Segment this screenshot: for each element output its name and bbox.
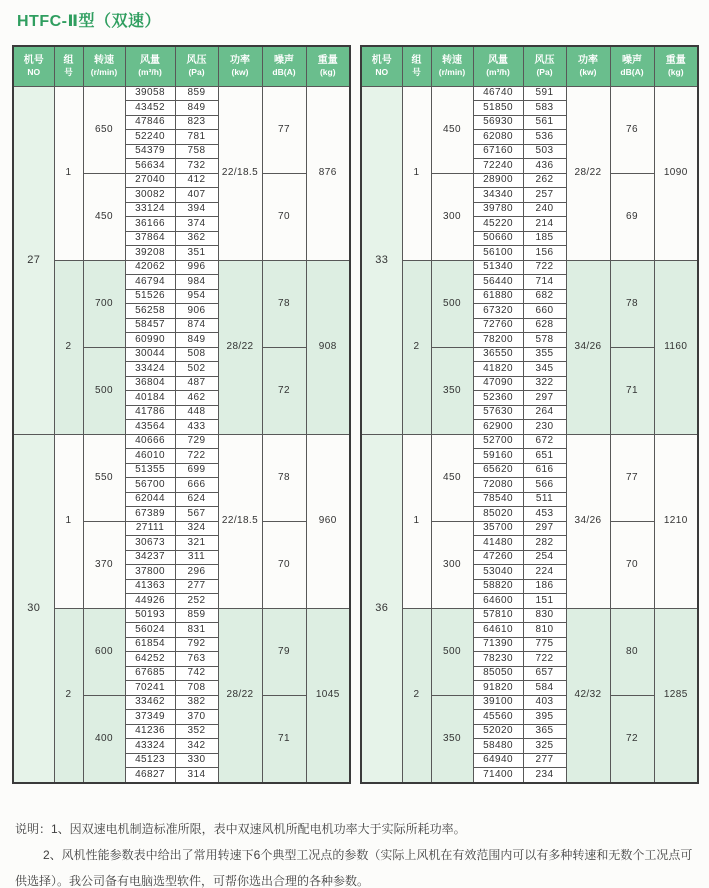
cell-pressure: 849 [175,101,218,116]
cell-airflow: 72080 [473,478,523,493]
cell-noise: 70 [610,521,654,608]
cell-airflow: 41480 [473,536,523,551]
cell-airflow: 56258 [125,304,175,319]
cell-pressure: 296 [175,565,218,580]
cell-pressure: 412 [175,173,218,188]
cell-airflow: 50660 [473,231,523,246]
cell-pressure: 370 [175,710,218,725]
cell-speed: 550 [83,434,125,521]
note-line-1: 说明：1、因双速电机制造标准所限，表中双速风机所配电机功率大于实际所耗功率。 [15,822,466,836]
cell-airflow: 54379 [125,144,175,159]
cell-speed: 400 [83,695,125,783]
cell-airflow: 57630 [473,405,523,420]
cell-group-no: 1 [54,434,83,608]
cell-pressure: 262 [523,173,566,188]
cell-airflow: 39780 [473,202,523,217]
cell-pressure: 448 [175,405,218,420]
cell-pressure: 214 [523,217,566,232]
cell-group-no: 2 [54,260,83,434]
cell-airflow: 70241 [125,681,175,696]
cell-airflow: 78200 [473,333,523,348]
cell-pressure: 651 [523,449,566,464]
cell-pressure: 775 [523,637,566,652]
cell-pressure: 277 [523,753,566,768]
cell-pressure: 906 [175,304,218,319]
cell-airflow: 34340 [473,188,523,203]
cell-speed: 450 [431,86,473,173]
cell-noise: 70 [262,173,306,260]
cell-group-no: 1 [54,86,83,260]
cell-airflow: 44926 [125,594,175,609]
cell-pressure: 462 [175,391,218,406]
col-header-group-no: 组 号 [402,46,431,86]
cell-power: 34/26 [566,260,610,434]
cell-pressure: 436 [523,159,566,174]
cell-airflow: 36804 [125,376,175,391]
cell-speed: 350 [431,347,473,434]
cell-pressure: 831 [175,623,218,638]
cell-group-no: 2 [402,608,431,783]
cell-pressure: 722 [523,652,566,667]
cell-airflow: 46010 [125,449,175,464]
cell-airflow: 41236 [125,724,175,739]
cell-airflow: 56634 [125,159,175,174]
cell-airflow: 36166 [125,217,175,232]
cell-pressure: 453 [523,507,566,522]
cell-speed: 370 [83,521,125,608]
cell-pressure: 758 [175,144,218,159]
cell-power: 42/32 [566,608,610,783]
cell-airflow: 57810 [473,608,523,623]
cell-speed: 350 [431,695,473,783]
cell-noise: 72 [262,347,306,434]
cell-pressure: 628 [523,318,566,333]
cell-airflow: 47090 [473,376,523,391]
cell-pressure: 657 [523,666,566,681]
cell-airflow: 72240 [473,159,523,174]
cell-noise: 69 [610,173,654,260]
cell-pressure: 583 [523,101,566,116]
cell-speed: 450 [431,434,473,521]
cell-weight: 1160 [654,260,698,434]
col-header-speed: 转速 (r/min) [431,46,473,86]
cell-pressure: 666 [175,478,218,493]
cell-pressure: 407 [175,188,218,203]
cell-speed: 500 [83,347,125,434]
cell-airflow: 52240 [125,130,175,145]
cell-airflow: 56440 [473,275,523,290]
cell-noise: 79 [262,608,306,695]
cell-noise: 76 [610,86,654,173]
cell-airflow: 56024 [125,623,175,638]
cell-pressure: 395 [523,710,566,725]
cell-airflow: 56700 [125,478,175,493]
cell-pressure: 403 [523,695,566,710]
spec-tables-container [12,45,699,784]
cell-airflow: 40666 [125,434,175,449]
cell-group-no: 2 [54,608,83,783]
cell-airflow: 51340 [473,260,523,275]
cell-airflow: 30082 [125,188,175,203]
cell-noise: 72 [610,695,654,783]
col-header-weight: 重量 (kg) [306,46,350,86]
cell-pressure: 722 [523,260,566,275]
cell-pressure: 616 [523,463,566,478]
cell-airflow: 46827 [125,768,175,784]
cell-group-no: 1 [402,86,431,260]
cell-airflow: 58457 [125,318,175,333]
cell-pressure: 714 [523,275,566,290]
cell-pressure: 365 [523,724,566,739]
cell-pressure: 830 [523,608,566,623]
cell-pressure: 252 [175,594,218,609]
cell-airflow: 62044 [125,492,175,507]
cell-machine-no: 30 [13,434,54,783]
cell-pressure: 511 [523,492,566,507]
cell-pressure: 311 [175,550,218,565]
cell-pressure: 660 [523,304,566,319]
cell-airflow: 37349 [125,710,175,725]
col-header-machine-no: 机号 NO [13,46,54,86]
cell-airflow: 39208 [125,246,175,261]
cell-machine-no: 33 [361,86,402,434]
cell-noise: 78 [610,260,654,347]
cell-pressure: 297 [523,391,566,406]
cell-airflow: 43324 [125,739,175,754]
cell-airflow: 71390 [473,637,523,652]
cell-pressure: 224 [523,565,566,580]
spec-table-left [12,45,351,784]
cell-speed: 500 [431,608,473,695]
cell-weight: 1285 [654,608,698,783]
cell-pressure: 321 [175,536,218,551]
col-header-machine-no: 机号 NO [361,46,402,86]
cell-airflow: 46740 [473,86,523,101]
cell-speed: 650 [83,86,125,173]
col-header-power: 功率 (kw) [566,46,610,86]
cell-airflow: 37864 [125,231,175,246]
cell-pressure: 325 [523,739,566,754]
cell-pressure: 230 [523,420,566,435]
cell-weight: 1045 [306,608,350,783]
cell-machine-no: 27 [13,86,54,434]
cell-airflow: 64610 [473,623,523,638]
cell-airflow: 35700 [473,521,523,536]
cell-noise: 77 [610,434,654,521]
notes-block [15,816,697,888]
cell-airflow: 64940 [473,753,523,768]
cell-pressure: 708 [175,681,218,696]
cell-airflow: 53040 [473,565,523,580]
cell-pressure: 382 [175,695,218,710]
col-header-noise: 噪声 dB(A) [262,46,306,86]
cell-airflow: 58820 [473,579,523,594]
cell-pressure: 578 [523,333,566,348]
cell-machine-no: 36 [361,434,402,783]
cell-airflow: 85020 [473,507,523,522]
cell-airflow: 61854 [125,637,175,652]
cell-group-no: 2 [402,260,431,434]
cell-airflow: 40184 [125,391,175,406]
spec-table-right [360,45,699,784]
cell-pressure: 682 [523,289,566,304]
cell-airflow: 62900 [473,420,523,435]
cell-pressure: 186 [523,579,566,594]
col-header-group-no: 组 号 [54,46,83,86]
cell-airflow: 67389 [125,507,175,522]
cell-pressure: 374 [175,217,218,232]
cell-weight: 1210 [654,434,698,608]
cell-pressure: 342 [175,739,218,754]
cell-pressure: 984 [175,275,218,290]
cell-pressure: 433 [175,420,218,435]
cell-noise: 70 [262,521,306,608]
cell-airflow: 28900 [473,173,523,188]
cell-airflow: 45560 [473,710,523,725]
cell-power: 28/22 [218,608,262,783]
cell-pressure: 729 [175,434,218,449]
cell-airflow: 51850 [473,101,523,116]
cell-noise: 78 [262,434,306,521]
cell-noise: 80 [610,608,654,695]
cell-pressure: 234 [523,768,566,784]
cell-pressure: 954 [175,289,218,304]
cell-airflow: 41363 [125,579,175,594]
cell-airflow: 33424 [125,362,175,377]
cell-airflow: 50193 [125,608,175,623]
cell-pressure: 859 [175,86,218,101]
cell-power: 22/18.5 [218,86,262,260]
cell-airflow: 64600 [473,594,523,609]
cell-airflow: 67160 [473,144,523,159]
cell-airflow: 41820 [473,362,523,377]
cell-airflow: 34237 [125,550,175,565]
cell-airflow: 52360 [473,391,523,406]
cell-airflow: 58480 [473,739,523,754]
cell-airflow: 39100 [473,695,523,710]
cell-pressure: 810 [523,623,566,638]
cell-pressure: 996 [175,260,218,275]
cell-pressure: 156 [523,246,566,261]
cell-airflow: 39058 [125,86,175,101]
cell-group-no: 1 [402,434,431,608]
cell-pressure: 508 [175,347,218,362]
cell-pressure: 324 [175,521,218,536]
cell-noise: 71 [262,695,306,783]
cell-airflow: 67685 [125,666,175,681]
col-header-weight: 重量 (kg) [654,46,698,86]
col-header-pressure: 风压 (Pa) [523,46,566,86]
cell-pressure: 352 [175,724,218,739]
cell-airflow: 78540 [473,492,523,507]
cell-airflow: 91820 [473,681,523,696]
cell-pressure: 314 [175,768,218,784]
cell-pressure: 672 [523,434,566,449]
page-title: HTFC-Ⅱ型（双速） [17,13,162,30]
cell-airflow: 62080 [473,130,523,145]
cell-pressure: 874 [175,318,218,333]
cell-pressure: 502 [175,362,218,377]
cell-pressure: 257 [523,188,566,203]
cell-airflow: 30673 [125,536,175,551]
cell-airflow: 36550 [473,347,523,362]
cell-pressure: 561 [523,115,566,130]
cell-weight: 1090 [654,86,698,260]
col-header-airflow: 风量 (m³/h) [125,46,175,86]
cell-pressure: 823 [175,115,218,130]
cell-airflow: 33124 [125,202,175,217]
cell-airflow: 65620 [473,463,523,478]
cell-airflow: 47260 [473,550,523,565]
cell-airflow: 37800 [125,565,175,580]
cell-airflow: 27111 [125,521,175,536]
cell-pressure: 362 [175,231,218,246]
col-header-pressure: 风压 (Pa) [175,46,218,86]
cell-pressure: 584 [523,681,566,696]
cell-airflow: 43452 [125,101,175,116]
cell-airflow: 27040 [125,173,175,188]
cell-speed: 700 [83,260,125,347]
cell-noise: 78 [262,260,306,347]
cell-power: 22/18.5 [218,434,262,608]
cell-pressure: 781 [175,130,218,145]
cell-airflow: 42062 [125,260,175,275]
cell-speed: 300 [431,173,473,260]
cell-airflow: 59160 [473,449,523,464]
cell-pressure: 763 [175,652,218,667]
cell-airflow: 61880 [473,289,523,304]
cell-power: 34/26 [566,434,610,608]
cell-airflow: 52020 [473,724,523,739]
cell-pressure: 699 [175,463,218,478]
cell-airflow: 30044 [125,347,175,362]
cell-pressure: 859 [175,608,218,623]
cell-pressure: 487 [175,376,218,391]
cell-airflow: 71400 [473,768,523,784]
cell-airflow: 33462 [125,695,175,710]
cell-pressure: 264 [523,405,566,420]
cell-airflow: 51355 [125,463,175,478]
cell-pressure: 297 [523,521,566,536]
cell-pressure: 624 [175,492,218,507]
col-header-speed: 转速 (r/min) [83,46,125,86]
cell-airflow: 46794 [125,275,175,290]
cell-pressure: 732 [175,159,218,174]
cell-noise: 77 [262,86,306,173]
cell-speed: 600 [83,608,125,695]
cell-pressure: 330 [175,753,218,768]
cell-airflow: 41786 [125,405,175,420]
cell-weight: 876 [306,86,350,260]
cell-airflow: 60990 [125,333,175,348]
cell-weight: 960 [306,434,350,608]
col-header-power: 功率 (kw) [218,46,262,86]
cell-pressure: 503 [523,144,566,159]
note-line-2: 2、风机性能参数表中给出了常用转速下6个典型工况点的参数（实际上风机在有效范围内可以有多种转速和无数个工况点可供选择）。我公司备有电脑选型软件，可帮你选出合理的各种参数。 [15,848,693,888]
cell-airflow: 67320 [473,304,523,319]
cell-pressure: 792 [175,637,218,652]
cell-airflow: 52700 [473,434,523,449]
cell-airflow: 85050 [473,666,523,681]
cell-pressure: 322 [523,376,566,391]
cell-pressure: 566 [523,478,566,493]
cell-pressure: 185 [523,231,566,246]
cell-airflow: 45220 [473,217,523,232]
cell-airflow: 47846 [125,115,175,130]
cell-noise: 71 [610,347,654,434]
cell-pressure: 277 [175,579,218,594]
cell-pressure: 742 [175,666,218,681]
cell-pressure: 355 [523,347,566,362]
cell-pressure: 567 [175,507,218,522]
cell-power: 28/22 [566,86,610,260]
col-header-airflow: 风量 (m³/h) [473,46,523,86]
cell-airflow: 78230 [473,652,523,667]
cell-weight: 908 [306,260,350,434]
cell-speed: 500 [431,260,473,347]
cell-airflow: 56100 [473,246,523,261]
cell-airflow: 72760 [473,318,523,333]
cell-pressure: 536 [523,130,566,145]
cell-pressure: 345 [523,362,566,377]
cell-pressure: 591 [523,86,566,101]
cell-pressure: 151 [523,594,566,609]
cell-airflow: 51526 [125,289,175,304]
cell-pressure: 722 [175,449,218,464]
cell-pressure: 282 [523,536,566,551]
cell-pressure: 351 [175,246,218,261]
cell-airflow: 43564 [125,420,175,435]
cell-pressure: 240 [523,202,566,217]
cell-speed: 450 [83,173,125,260]
cell-airflow: 56930 [473,115,523,130]
cell-pressure: 849 [175,333,218,348]
cell-airflow: 64252 [125,652,175,667]
cell-pressure: 254 [523,550,566,565]
cell-speed: 300 [431,521,473,608]
col-header-noise: 噪声 dB(A) [610,46,654,86]
cell-pressure: 394 [175,202,218,217]
cell-airflow: 45123 [125,753,175,768]
cell-power: 28/22 [218,260,262,434]
